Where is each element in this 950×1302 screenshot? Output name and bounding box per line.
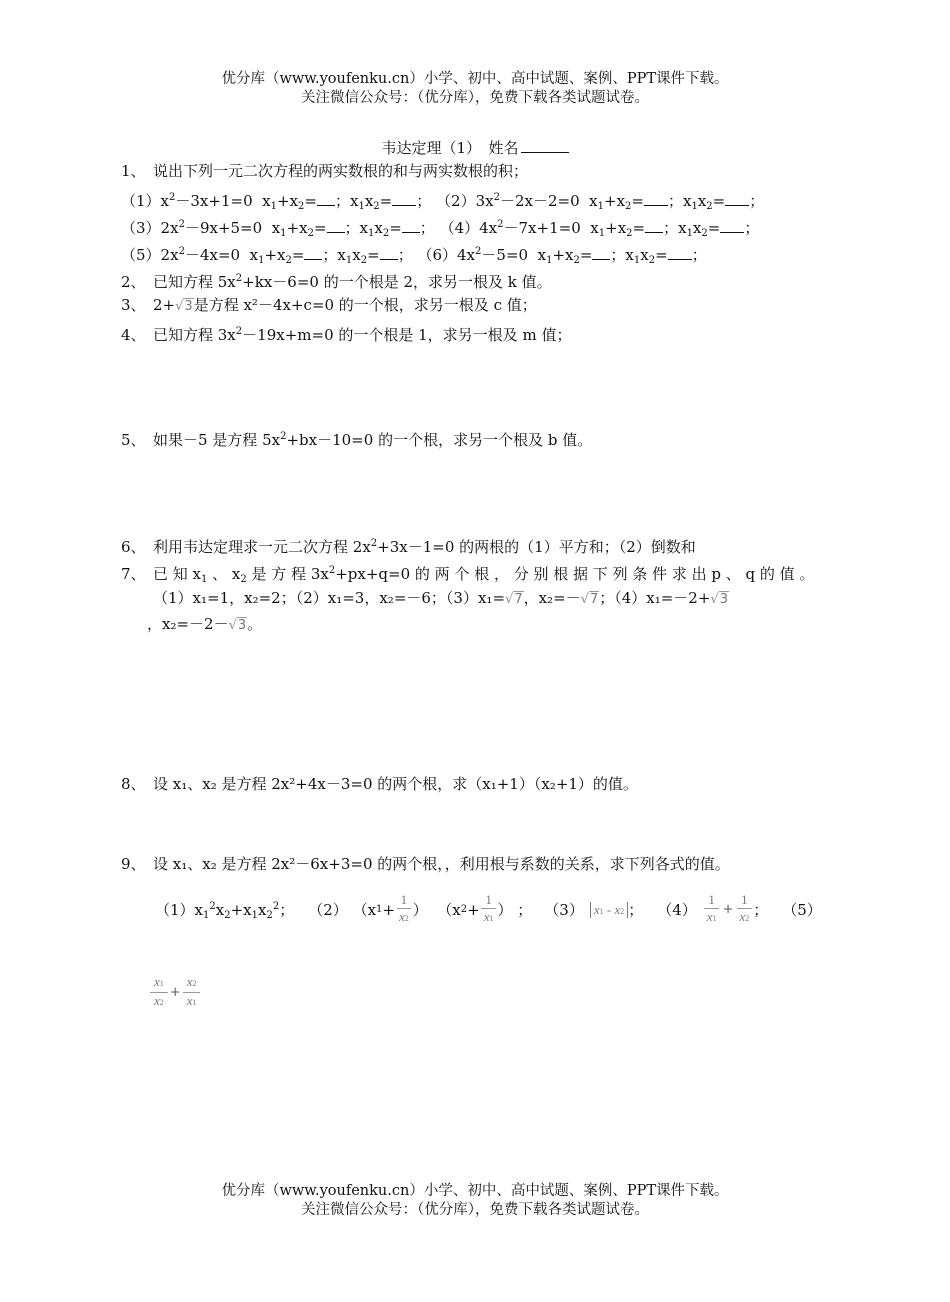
question-9-parts: （1） $x_1^2x_2+x_1x_2^2$； （2） （x 1 + 1 x2 ） （x 2 + 1 x1 ） ； （3） x1 - x2 ； （4） 1 x1 + $\frac{1}{x2}$ ； （5） bbox=[155, 892, 822, 927]
answer-blank[interactable] bbox=[644, 193, 668, 206]
question-number: 8、 bbox=[121, 775, 146, 793]
expr-1: $x_1^2x_2+x_1x_2^2$； bbox=[194, 900, 295, 921]
condition-text: ，x₂=－ bbox=[523, 589, 581, 607]
question-text-a: 已 知 x bbox=[153, 565, 201, 583]
name-blank[interactable] bbox=[521, 138, 569, 153]
footer-line-1: 优分库（www.youfenku.cn）小学、初中、高中试题、案例、PPT课件下载。 bbox=[221, 1183, 729, 1199]
answer-blank[interactable] bbox=[327, 220, 345, 233]
question-text-pre: 2+ bbox=[153, 296, 176, 314]
part-label: （3） bbox=[121, 219, 161, 237]
condition-text: ；（4）x₁=－2+ bbox=[599, 589, 711, 607]
fraction: 1 x1 bbox=[480, 892, 498, 927]
question-text-a: 如果－5 是方程 5x bbox=[153, 431, 281, 449]
answer-blank[interactable] bbox=[392, 193, 416, 206]
question-text-b: +3x－1=0 的两根的（1）平方和；（2）倒数和 bbox=[377, 538, 696, 556]
sqrt-value: 3 bbox=[237, 618, 247, 633]
answer-blank[interactable] bbox=[720, 220, 744, 233]
plus-sign: + bbox=[722, 902, 734, 917]
question-7: 7、 已 知 $x_1$ 、 $x_2$ 是 方 程 $3x^2+px+q=0$ 的 两 个 根 ， 分 别 根 据 下 列 条 件 求 出 p 、 q 的 值 。 bbox=[121, 565, 815, 585]
part-label: （2） bbox=[308, 901, 348, 919]
header-line-1: 优分库（www.youfenku.cn）小学、初中、高中试题、案例、PPT课件下载。 bbox=[221, 71, 729, 87]
question-text-b: 、 x bbox=[207, 565, 241, 583]
question-text-a: 利用韦达定理求一元二次方程 2x bbox=[153, 538, 371, 556]
question-text-b: －19x+m=0 的一个根是 1，求另一根及 m 值； bbox=[242, 326, 572, 344]
answer-blank[interactable] bbox=[592, 247, 610, 260]
part-label: （3） bbox=[544, 901, 584, 919]
part-label: （4） bbox=[657, 901, 697, 919]
sqrt-value: 3 bbox=[184, 299, 193, 314]
abs-expr: x1 - x2 bbox=[590, 902, 628, 918]
question-number: 5、 bbox=[121, 431, 146, 449]
question-1-row-3: $(5)2x^2-4x=0$ $x_1+x_2=$ ；$x_1x_2=$ ； $(6)4x^2-5=0$ $x_1+x_2=$ ；$x_1x_2=$ ； bbox=[121, 246, 707, 266]
part-label: （6） bbox=[417, 246, 458, 264]
question-text-b: +kx－6=0 的一个根是 2，求另一根及 k 值。 bbox=[242, 273, 552, 291]
condition-text: ，x₂=－2－ bbox=[147, 615, 229, 633]
header-line-2: 关注微信公众号：（优分库），免费下载各类试题试卷。 bbox=[301, 90, 649, 106]
question-1 bbox=[121, 161, 528, 181]
sqrt-icon: √ bbox=[175, 299, 184, 314]
question-2: 2、 已知方程 $5x^2+kx-6=0$ 的一个根是 2，求另一根及 k 值。 bbox=[121, 273, 552, 291]
question-number: 2、 bbox=[121, 273, 146, 291]
question-number: 6、 bbox=[121, 538, 146, 556]
answer-blank[interactable] bbox=[317, 193, 335, 206]
question-number: 7、 bbox=[121, 565, 146, 583]
question-8 bbox=[121, 774, 638, 794]
question-number: 9、 bbox=[121, 855, 146, 873]
footer-line-2: 关注微信公众号：（优分库），免费下载各类试题试卷。 bbox=[301, 1202, 649, 1218]
page-header bbox=[0, 70, 950, 108]
answer-blank[interactable] bbox=[402, 220, 420, 233]
question-number: 4、 bbox=[121, 326, 146, 344]
fraction: x1 x2 bbox=[150, 974, 168, 1011]
fraction: $\frac{x2}{x1}$ bbox=[183, 974, 201, 1011]
answer-blank[interactable] bbox=[304, 247, 322, 260]
question-text-a: 已知方程 5x bbox=[153, 273, 236, 291]
part-label: （5） bbox=[121, 246, 161, 264]
question-text-a: 已知方程 3x bbox=[153, 326, 236, 344]
fraction: 1 x1 bbox=[703, 892, 721, 927]
question-text-d: +px+q=0 的 两 个 根 ， 分 别 根 据 下 列 条 件 求 出 p 、 q 的 值 。 bbox=[335, 565, 815, 583]
fraction: 1 x2 bbox=[395, 892, 413, 927]
question-5: 5、 如果－5 是方程 $5x^2+bx-10=0$ 的一个根，求另一个根及 b 值。 bbox=[121, 431, 593, 449]
part-label: （4） bbox=[439, 219, 480, 237]
sqrt-value: 3 bbox=[719, 592, 728, 607]
sqrt-icon: √ bbox=[228, 618, 237, 633]
question-text: 设 x₁、x₂ 是方程 2x²－6x+3=0 的两个根，，利用根与系数的关系，求下列各式的值。 bbox=[153, 855, 730, 873]
question-text-c: 是 方 程 3x bbox=[246, 565, 329, 583]
answer-blank[interactable] bbox=[380, 247, 398, 260]
condition-text: （1）x₁=1，x₂=2；（2）x₁=3，x₂=－6；（3）x₁= bbox=[153, 589, 506, 607]
question-text-b: +bx－10=0 的一个根，求另一个根及 b 值。 bbox=[286, 431, 593, 449]
sqrt-icon: √ bbox=[580, 592, 589, 607]
question-text: 设 x₁、x₂ 是方程 2x²+4x－3=0 的两个根，求（x₁+1）（x₂+1）的值。 bbox=[153, 775, 638, 793]
part-label: （2） bbox=[436, 192, 476, 210]
question-1-row-1: $(1)x^2-3x+1=0$ $x_1+x_2=$ ；$x_1x_2=$ ； $(2)3x^2-2x-2=0$ $x_1+x_2=$ ；$x_1x_2=$ ； bbox=[121, 192, 765, 212]
part-label: （5） bbox=[782, 901, 822, 919]
answer-blank[interactable] bbox=[645, 220, 663, 233]
question-3 bbox=[121, 295, 537, 317]
question-text: 是方程 x²－4x+c=0 的一个根，求另一根及 c 值； bbox=[193, 296, 537, 314]
sqrt-icon: √ bbox=[710, 592, 719, 607]
sqrt-value: 7 bbox=[589, 592, 599, 607]
question-4: 4、 已知方程 $3x^2-19x+m=0$ 的一个根是 1，求另一根及 m 值； bbox=[121, 326, 572, 344]
question-7-conditions-cont bbox=[147, 614, 262, 636]
answer-blank[interactable] bbox=[668, 247, 692, 260]
question-text: 说出下列一元二次方程的两实数根的和与两实数根的积； bbox=[153, 162, 529, 180]
question-number: 3、 bbox=[121, 296, 146, 314]
title-text: 韦达定理（1） 姓名 bbox=[381, 139, 519, 157]
sqrt-icon: √ bbox=[505, 592, 514, 607]
part-label: （1） bbox=[155, 901, 195, 919]
page-footer bbox=[0, 1182, 950, 1220]
expr-2: （x 1 + 1 x2 ） （x 2 + 1 x1 ） ； bbox=[348, 892, 532, 927]
sqrt-value: 7 bbox=[514, 592, 523, 607]
plus-sign: + bbox=[169, 985, 181, 1000]
question-1-row-2: $(3)2x^2-9x+5=0$ $x_1+x_2=$ ；$x_1x_2=$ ； $(4)4x^2-7x+1=0$ $x_1+x_2=$ ；$x_1x_2=$ ； bbox=[121, 219, 760, 239]
worksheet-title bbox=[0, 137, 950, 158]
fraction: $\frac{1}{x2}$ bbox=[735, 892, 753, 927]
part-label: （1） bbox=[121, 192, 161, 210]
question-9-part-5 bbox=[150, 974, 200, 1011]
question-7-conditions bbox=[153, 588, 729, 610]
question-number: 1、 bbox=[121, 162, 146, 180]
condition-text: 。 bbox=[247, 615, 263, 633]
question-6: 6、 利用韦达定理求一元二次方程 $2x^2+3x-1=0$ 的两根的（1）平方和；（2）倒数和 bbox=[121, 538, 696, 556]
question-9 bbox=[121, 854, 730, 874]
answer-blank[interactable] bbox=[725, 193, 749, 206]
